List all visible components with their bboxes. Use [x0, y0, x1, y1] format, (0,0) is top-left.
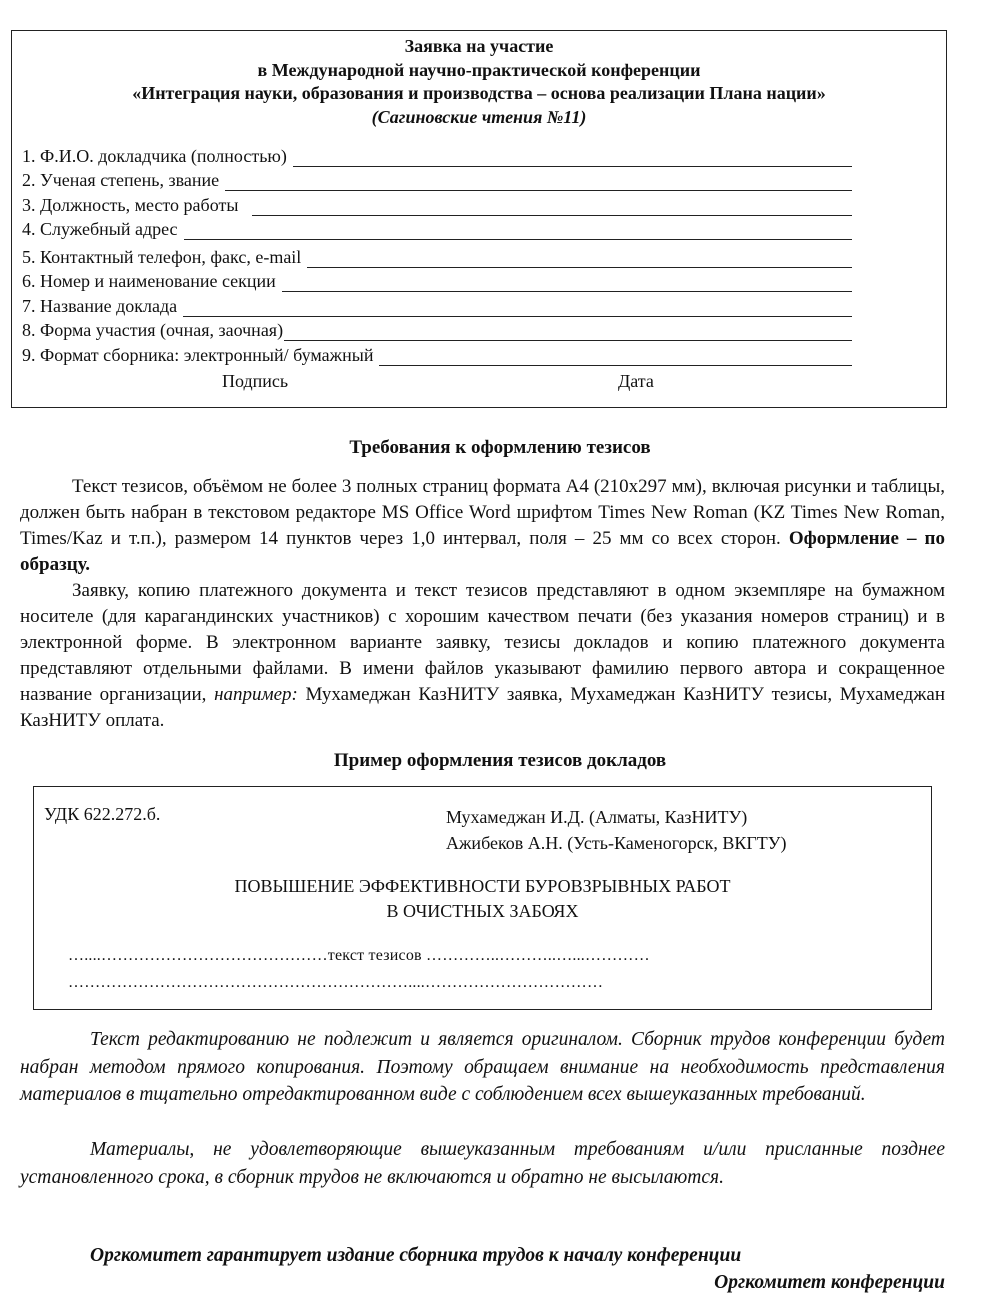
note-paragraph-2: Материалы, не удовлетворяющие вышеуказанным требованиям и/или присланные позднее установленного срока, в сборник трудов не включаются и обратно не высылаются.: [20, 1139, 945, 1188]
requirements-p2-italic: например:: [214, 684, 298, 705]
field-degree: [22, 167, 852, 192]
sample-author-2: Ажибеков А.Н. (Усть-Каменогорск, ВКГТУ): [446, 833, 787, 853]
field-label: 6. Номер и наименование секции: [22, 271, 276, 291]
requirements-p1-text: Текст тезисов, объёмом не более 3 полных страниц формата А4 (210х297 мм), включая рисунки и таблицы, должен быть набран в текстовом редакторе MS Office Word шрифтом Times New Roman (KZ Times New Roman, Times/Kaz и т.п.), размером 14 пунктов через 1,0 интервал, поля – 25 мм со всех сторон.: [20, 476, 945, 549]
field-label: 1. Ф.И.О. докладчика (полностью): [22, 145, 287, 166]
field-label: 2. Ученая степень, звание: [22, 170, 220, 190]
application-title-line1: Заявка на участие: [404, 36, 554, 56]
note-paragraph-1: Текст редактированию не подлежит и является оригиналом. Сборник трудов конференции будет набран методом прямого копирования. Поэтому обращаем внимание на необходимость представления материалов в тщательно отредактированном виде с соблюдением всех вышеуказанных требований.: [20, 1029, 945, 1105]
field-label: 8. Форма участия (очная, заочная): [22, 320, 284, 340]
field-label: 5. Контактный телефон, факс, e-mail: [22, 246, 302, 267]
application-title-line3: «Интеграция науки, образования и производства – основа реализации Плана нации»: [132, 83, 826, 103]
sample-title-line2: В ОЧИСТНЫХ ЗАБОЯХ: [386, 901, 579, 921]
sample-authors: [446, 804, 787, 856]
sample-author-1: Мухамеджан И.Д. (Алматы, КазНИТУ): [446, 807, 748, 827]
fill-in-line[interactable]: [252, 197, 852, 216]
field-label: 4. Служебный адрес: [22, 219, 178, 239]
date-label: Дата: [618, 371, 654, 391]
application-title: [12, 35, 946, 129]
field-participation-form: [22, 317, 852, 342]
application-fields: [22, 142, 852, 366]
fill-in-line[interactable]: [282, 273, 852, 292]
fill-in-line[interactable]: [284, 322, 852, 341]
application-title-line2: в Международной научно-практической конференции: [257, 59, 701, 80]
fill-in-line[interactable]: [379, 347, 852, 366]
fill-in-line[interactable]: [307, 249, 852, 268]
sample-udk: УДК 622.272.б.: [44, 804, 161, 824]
field-contact: [22, 243, 852, 268]
sample-dots-line-2: ………………………………………………………....……………………………: [68, 974, 604, 991]
sample-title: [34, 874, 931, 924]
sample-dots-line-1: …....……………………………………текст тезисов …………..………..…...…………: [68, 947, 650, 964]
fill-in-line[interactable]: [225, 172, 852, 191]
field-speaker-name: [22, 142, 852, 167]
field-section: [22, 268, 852, 293]
footer-signature: Оргкомитет конференции: [714, 1272, 945, 1293]
requirements-paragraph-2: [20, 578, 945, 734]
application-form-box: [11, 30, 947, 408]
field-label: 9. Формат сборника: электронный/ бумажный: [22, 344, 374, 365]
fill-in-line[interactable]: [293, 148, 852, 167]
fill-in-line[interactable]: [184, 221, 852, 240]
sample-box: [33, 786, 932, 1010]
sample-title-line1: ПОВЫШЕНИЕ ЭФФЕКТИВНОСТИ БУРОВЗРЫВНЫХ РАБОТ: [234, 876, 731, 896]
field-label: 7. Название доклада: [22, 295, 178, 316]
field-position: [22, 191, 852, 216]
field-collection-format: [22, 341, 852, 366]
requirements-p2-text: Заявку, копию платежного документа и текст тезисов представляют в одном экземпляре на бумажном носителе (для карагандинских участников) с хорошим качеством печати (без указания номеров страниц) и в электронной форме. В электронном варианте заявку, тезисы докладов и копию платежного документа представляют отдельными файлами. В имени файлов указывают фамилию первого автора и сокращенное название организации,: [20, 580, 945, 705]
fill-in-line[interactable]: [183, 298, 852, 317]
requirements-heading: Требования к оформлению тезисов: [349, 437, 651, 458]
sample-heading: Пример оформления тезисов докладов: [333, 750, 667, 771]
field-address: [22, 216, 852, 241]
requirements-p1-bold: Оформление – по образцу.: [20, 528, 945, 575]
requirements-paragraph-1: [20, 474, 945, 578]
field-report-title: [22, 292, 852, 317]
footer-guarantee: Оргкомитет гарантирует издание сборника трудов к началу конференции: [90, 1245, 742, 1266]
requirements-p2-tail: Мухамеджан КазНИТУ заявка, Мухамеджан КазНИТУ тезисы, Мухамеджан КазНИТУ оплата.: [20, 684, 946, 731]
signature-label: Подпись: [222, 371, 289, 391]
field-label: 3. Должность, место работы: [22, 194, 239, 215]
application-title-line4: (Сагиновские чтения №11): [371, 106, 587, 127]
